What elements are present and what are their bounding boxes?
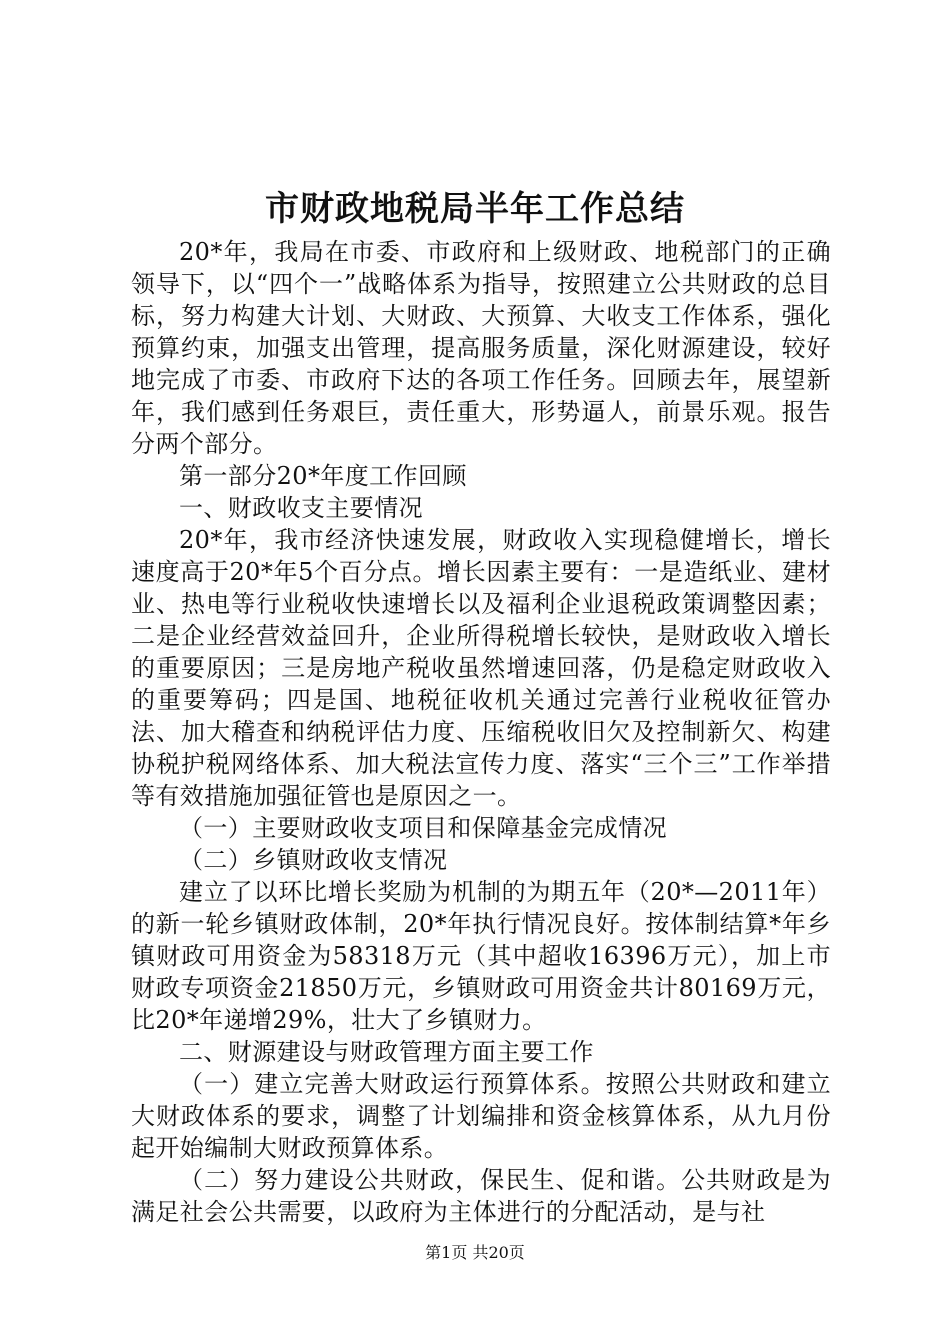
section-heading: 二、财源建设与财政管理方面主要工作: [179, 1038, 594, 1066]
document-title: 市财政地税局半年工作总结: [265, 189, 685, 229]
part-heading: 第一部分20*年度工作回顾: [179, 462, 467, 490]
document-body: [131, 236, 831, 1228]
paragraph: （一）建立完善大财政运行预算体系。按照公共财政和建立大财政体系的要求，调整了计划编排和资金核算体系，从九月份起开始编制大财政预算体系。: [131, 1070, 831, 1162]
paragraph: 建立了以环比增长奖励为机制的为期五年（20*—2011年）的新一轮乡镇财政体制，20*年执行情况良好。按体制结算*年乡镇财政可用资金为58318万元（其中超收16396万元），加上市财政专项资金21850万元，乡镇财政可用资金共计80169万元，比20*年递增29%，壮大了乡镇财力。: [131, 878, 831, 1034]
paragraph: 20*年，我市经济快速发展，财政收入实现稳健增长，增长速度高于20*年5个百分点。增长因素主要有：一是造纸业、建材业、热电等行业税收快速增长以及福利企业退税政策调整因素；二是企业经营效益回升，企业所得税增长较快，是财政收入增长的重要原因；三是房地产税收虽然增速回落，仍是稳定财政收入的重要筹码；四是国、地税征收机关通过完善行业税收征管办法、加大稽查和纳税评估力度、压缩税收旧欠及控制新欠、构建协税护税网络体系、加大税法宣传力度、落实“三个三”工作举措等有效措施加强征管也是原因之一。: [131, 526, 831, 810]
section-heading: 一、财政收支主要情况: [179, 494, 423, 522]
page-number: 第1页 共20页: [425, 1243, 525, 1262]
subsection-heading: （一）主要财政收支项目和保障基金完成情况: [179, 814, 667, 842]
paragraph: （二）努力建设公共财政，保民生、促和谐。公共财政是为满足社会公共需要，以政府为主体进行的分配活动，是与社: [131, 1166, 831, 1226]
paragraph-intro: 20*年，我局在市委、市政府和上级财政、地税部门的正确领导下，以“四个一”战略体系为指导，按照建立公共财政的总目标，努力构建大计划、大财政、大预算、大收支工作体系，强化预算约束，加强支出管理，提高服务质量，深化财源建设，较好地完成了市委、市政府下达的各项工作任务。回顾去年，展望新年，我们感到任务艰巨，责任重大，形势逼人，前景乐观。报告分两个部分。: [131, 238, 831, 458]
subsection-heading: （二）乡镇财政收支情况: [179, 846, 448, 874]
